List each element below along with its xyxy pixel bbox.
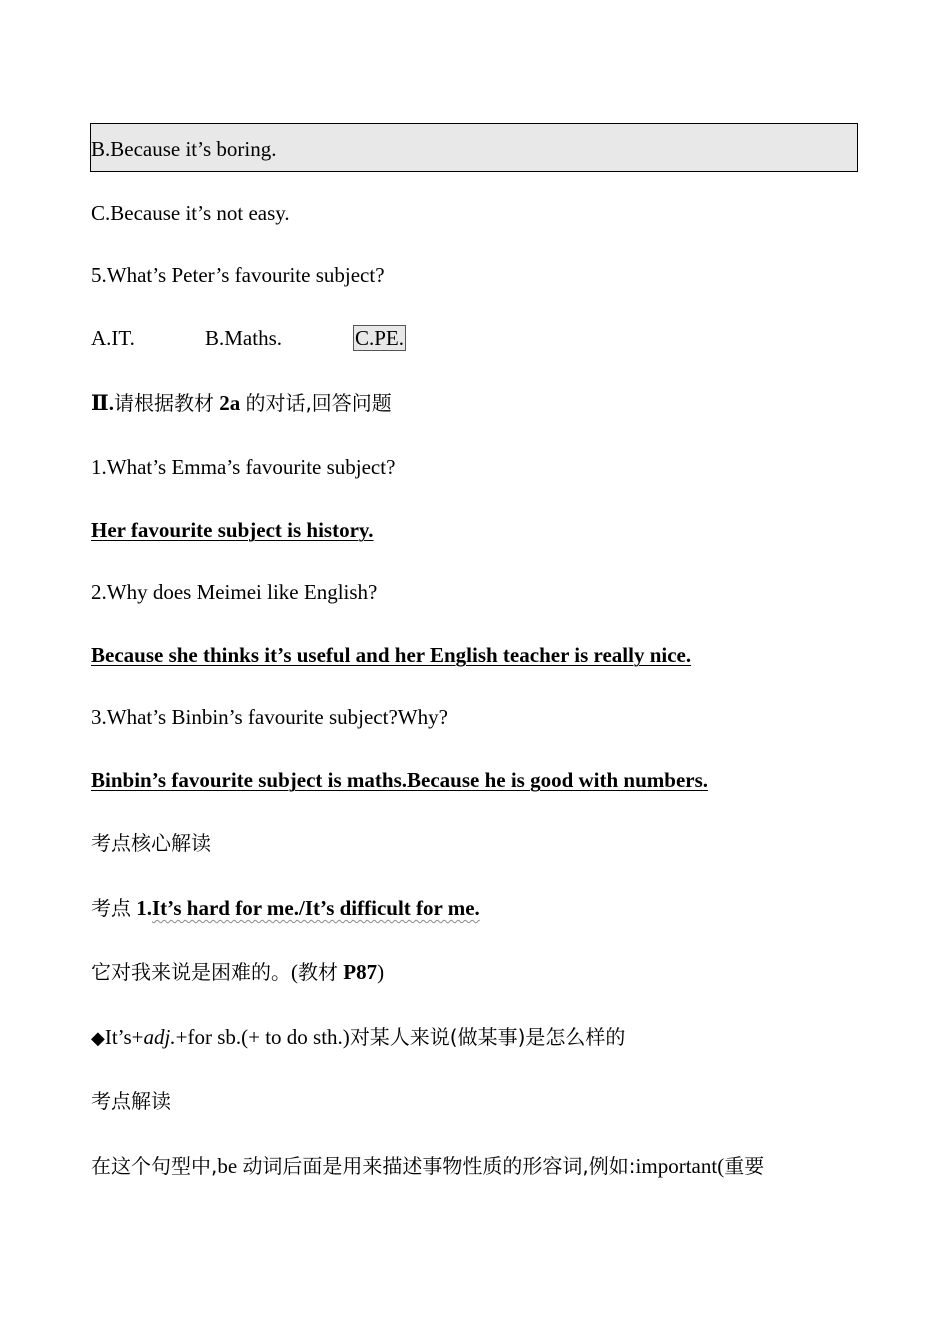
- section-2-heading: [91, 389, 392, 417]
- core-point-1: [91, 894, 480, 922]
- question-5-options: [91, 324, 491, 354]
- pattern-mid: +for sb.(+ to do sth.): [175, 1025, 350, 1049]
- pattern-start: It’s+: [104, 1025, 144, 1049]
- core-heading: 考点核心解读: [91, 831, 211, 855]
- pattern-cn: 对某人来说(做某事)是怎么样的: [349, 1025, 626, 1049]
- option-b-text: B.Because it’s boring.: [91, 137, 277, 161]
- point-number: 1.: [136, 896, 152, 920]
- section-2-answer-2: Because she thinks it’s useful and her English teacher is really nice.: [91, 643, 692, 667]
- section-2-question-1: 1.What’s Emma’s favourite subject?: [91, 455, 396, 479]
- translation-ref-page: P87: [343, 960, 378, 984]
- q5-option-a: A.IT.: [91, 326, 135, 350]
- translation-ref-close: ): [377, 960, 385, 984]
- q5-option-c-selected: C.PE.: [355, 326, 405, 350]
- explain-heading: 考点解读: [91, 1089, 171, 1113]
- section-title-ref: 2a: [219, 391, 241, 415]
- sentence-pattern: [91, 1023, 625, 1053]
- section-2-question-2: 2.Why does Meimei like English?: [91, 580, 378, 604]
- translation-cn: 它对我来说是困难的。: [91, 960, 291, 984]
- translation-ref-open: (: [291, 960, 298, 984]
- section-2-answer-3: Binbin’s favourite subject is maths.Because he is good with numbers.: [91, 768, 709, 792]
- point-sentence: It’s hard for me./It’s difficult for me.: [152, 896, 480, 920]
- option-b-highlighted: [90, 123, 858, 172]
- option-c-text: C.Because it’s not easy.: [91, 201, 290, 225]
- explain-cn-3: 重要: [724, 1154, 765, 1178]
- point-translation: [91, 958, 384, 986]
- explain-be: be: [217, 1154, 238, 1178]
- translation-ref-cn: 教材: [298, 960, 338, 984]
- explain-paragraph: [91, 1152, 764, 1180]
- point-label: 考点: [91, 896, 131, 920]
- explain-en: important(: [635, 1154, 725, 1178]
- question-5: 5.What’s Peter’s favourite subject?: [91, 263, 385, 287]
- diamond-bullet-icon: ◆: [91, 1028, 105, 1049]
- section-title-post: 的对话,回答问题: [245, 391, 392, 415]
- explain-cn-1: 在这个句型中,: [91, 1154, 218, 1178]
- section-2-answer-1: Her favourite subject is history.: [91, 518, 374, 542]
- pattern-adj: adj.: [143, 1025, 176, 1049]
- section-numeral: Ⅱ.: [91, 391, 114, 415]
- explain-cn-2: 动词后面是用来描述事物性质的形容词,例如:: [242, 1154, 636, 1178]
- q5-option-b: B.Maths.: [205, 326, 283, 350]
- section-2-question-3: 3.What’s Binbin’s favourite subject?Why?: [91, 705, 448, 729]
- section-title-pre: 请根据教材: [113, 391, 214, 415]
